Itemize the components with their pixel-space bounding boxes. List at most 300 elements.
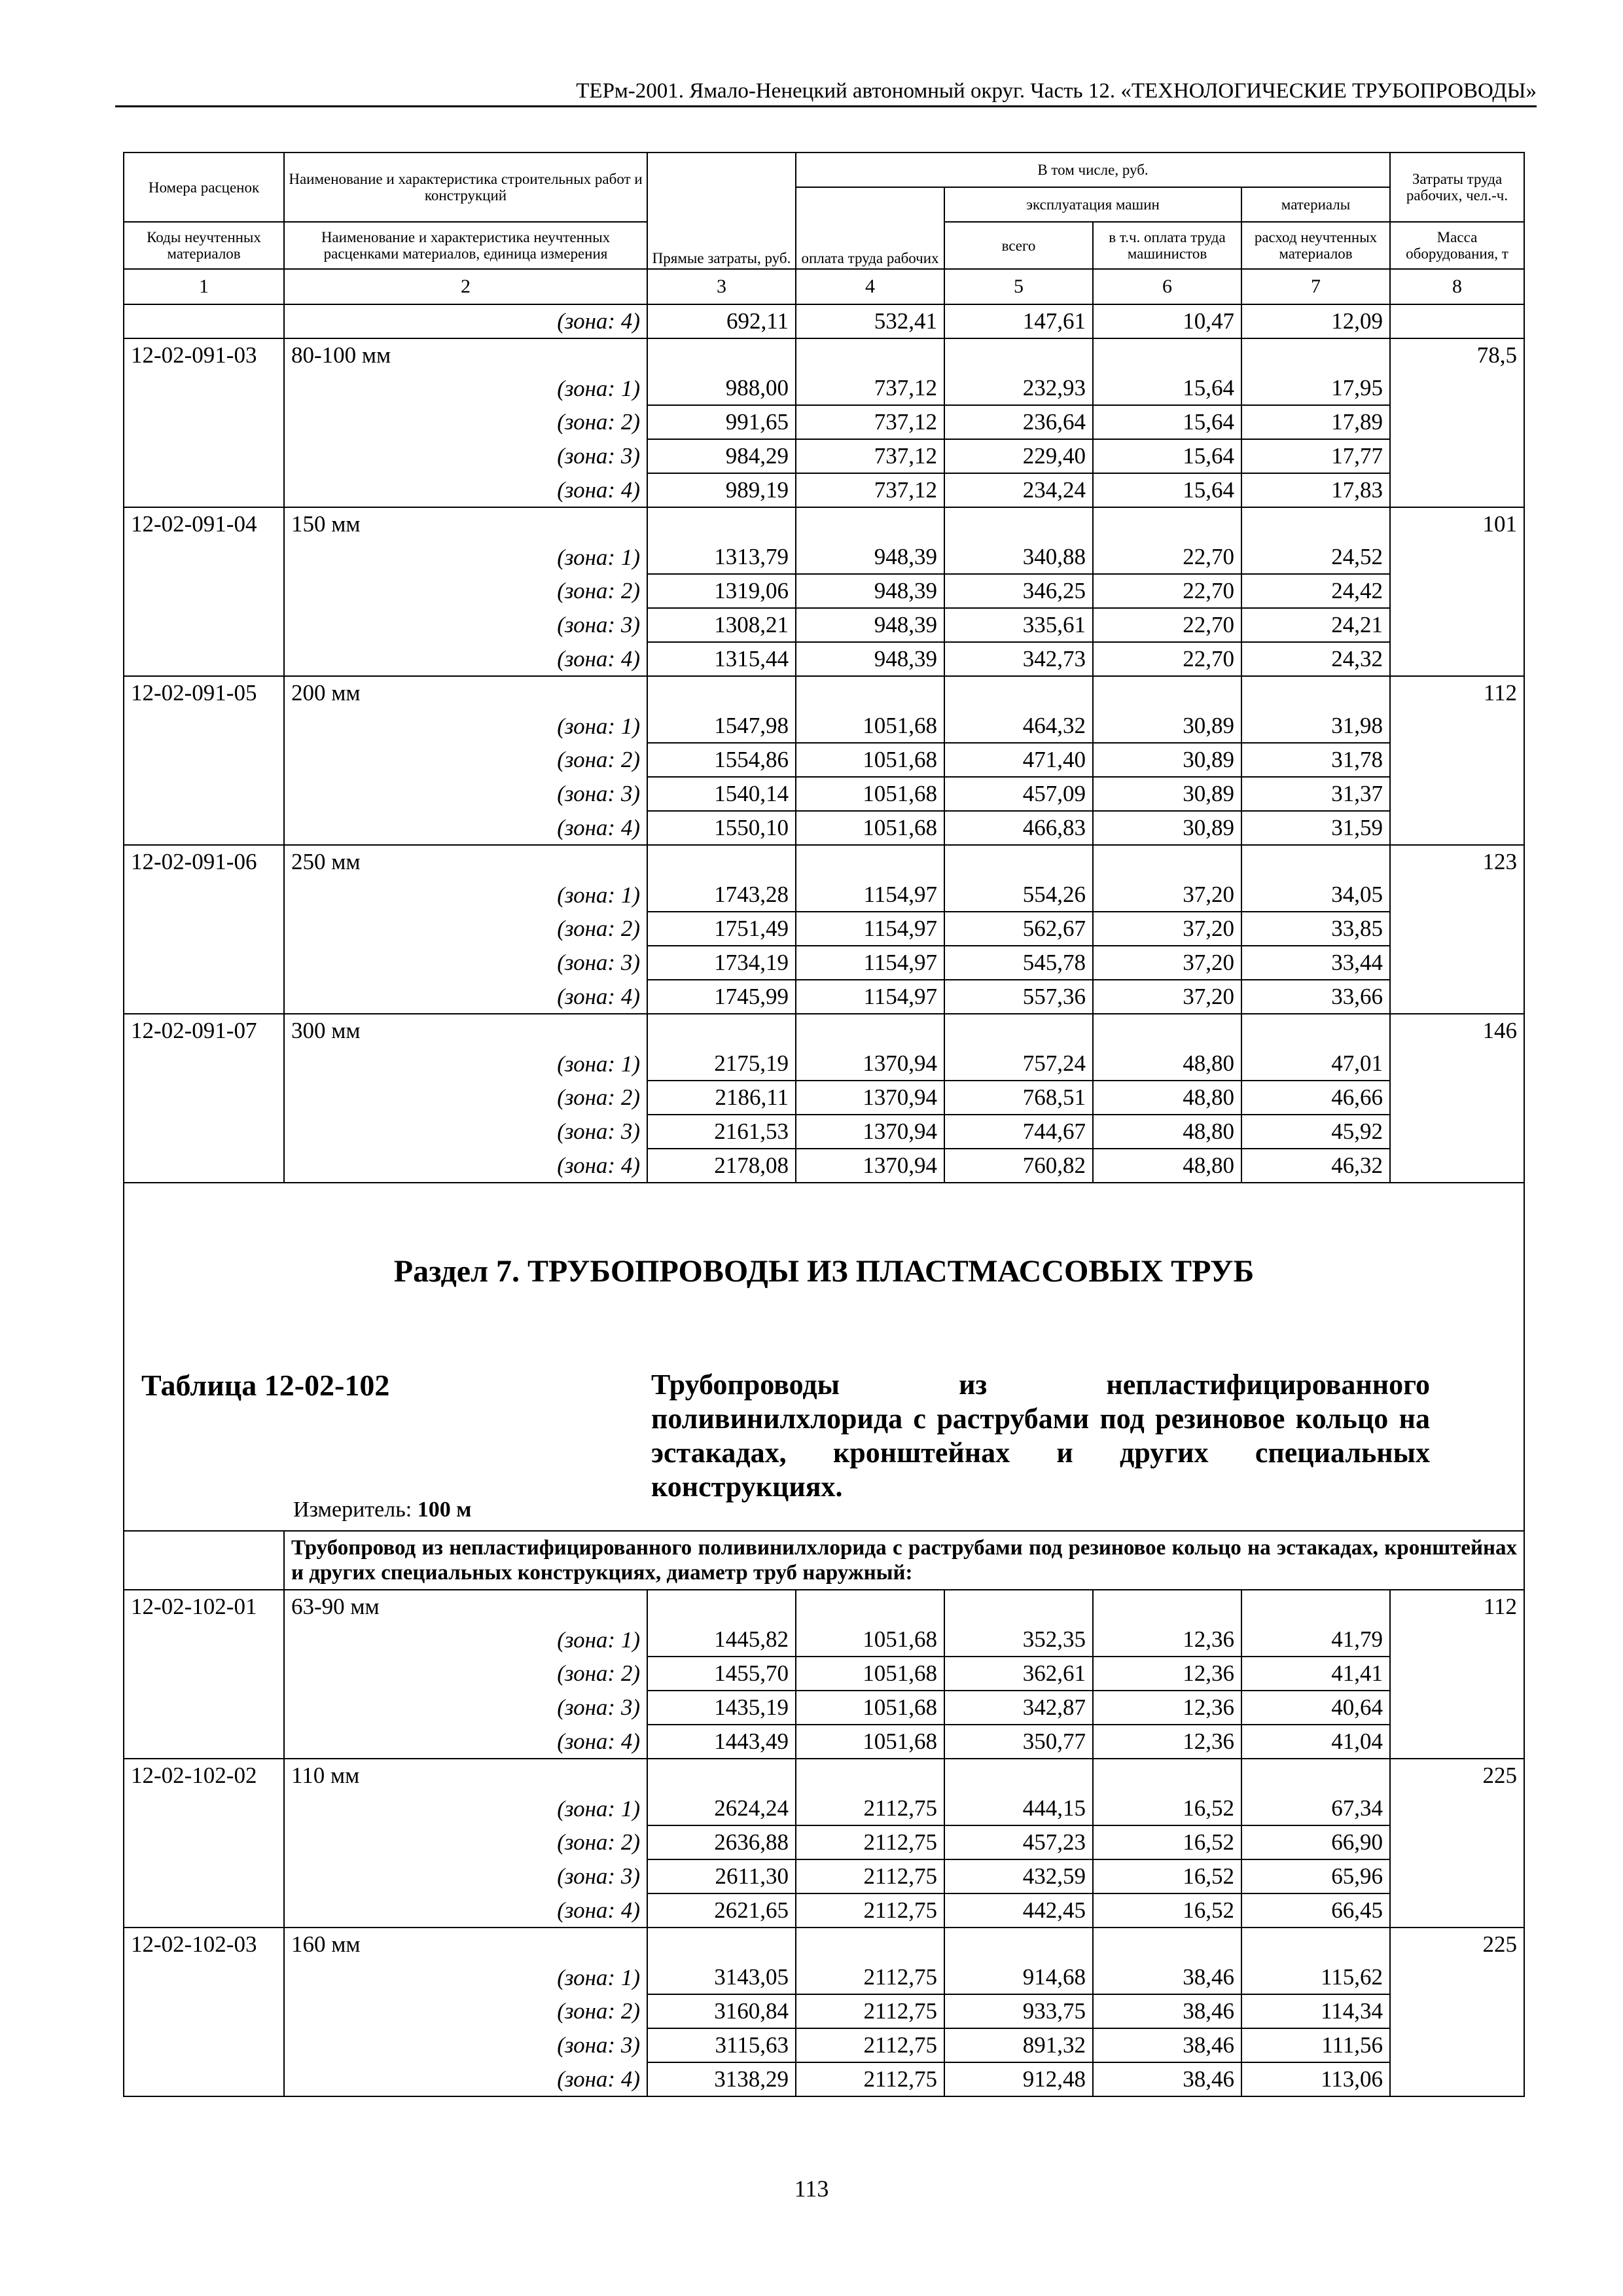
header-machinist-pay: в т.ч. оплата труда машинистов — [1093, 222, 1241, 269]
rate-code: 12-02-102-02 — [124, 1759, 284, 1792]
zone-row — [124, 1115, 1524, 1149]
zone-row — [124, 372, 1524, 405]
machinist-pay-cell: 48,80 — [1093, 1115, 1241, 1149]
direct-costs-cell: 2161,53 — [647, 1115, 796, 1149]
machinist-pay-cell: 48,80 — [1093, 1081, 1241, 1115]
section-heading-block — [124, 1183, 1524, 1590]
rate-code-cell — [124, 709, 284, 743]
direct-costs-cell: 1313,79 — [647, 541, 796, 574]
machines-total-cell: 562,67 — [944, 912, 1093, 946]
labor-cell — [1390, 1825, 1524, 1859]
labor-cell — [1390, 608, 1524, 642]
empty-cell — [1093, 1590, 1241, 1623]
worker-pay-cell: 948,39 — [796, 642, 944, 676]
worker-pay-cell: 2112,75 — [796, 1792, 944, 1825]
labor-cell — [1390, 878, 1524, 912]
machines-total-cell: 757,24 — [944, 1047, 1093, 1081]
column-number: 4 — [796, 269, 944, 304]
machines-total-cell: 457,23 — [944, 1825, 1093, 1859]
empty-cell — [796, 338, 944, 372]
table-title-block — [124, 1360, 1524, 1531]
labor-cell — [1390, 777, 1524, 811]
table-body-section-7 — [124, 1590, 1524, 2096]
rate-name: 300 мм — [284, 1014, 647, 1047]
rate-name: 200 мм — [284, 676, 647, 709]
labor-cell — [1390, 1149, 1524, 1183]
materials-cell: 111,56 — [1241, 2028, 1390, 2062]
direct-costs-cell: 1751,49 — [647, 912, 796, 946]
machinist-pay-cell: 16,52 — [1093, 1825, 1241, 1859]
worker-pay-cell: 2112,75 — [796, 2028, 944, 2062]
rate-code-cell — [124, 743, 284, 777]
group-heading: Трубопровод из непластифицированного поливинилхлорида с раструбами под резиновое кольцо на эстакадах, кронштейнах и других специальных конструкциях, диаметр труб наружный: — [284, 1531, 1524, 1590]
zone-row — [124, 980, 1524, 1014]
direct-costs-cell: 692,11 — [647, 304, 796, 338]
labor-cell — [1390, 1893, 1524, 1928]
direct-costs-cell: 1443,49 — [647, 1725, 796, 1759]
worker-pay-cell: 1051,68 — [796, 743, 944, 777]
machines-total-cell: 342,73 — [944, 642, 1093, 676]
worker-pay-cell: 1051,68 — [796, 709, 944, 743]
table-label: Таблица 12-02-102 — [141, 1369, 390, 1402]
labor-cell — [1390, 2028, 1524, 2062]
direct-costs-cell: 1540,14 — [647, 777, 796, 811]
rate-code-cell — [124, 439, 284, 473]
zone-label: (зона: 3) — [284, 1691, 647, 1725]
materials-cell: 33,85 — [1241, 912, 1390, 946]
machines-total-cell: 234,24 — [944, 473, 1093, 507]
zone-label: (зона: 3) — [284, 1859, 647, 1893]
materials-cell: 31,98 — [1241, 709, 1390, 743]
worker-pay-cell: 1051,68 — [796, 1691, 944, 1725]
machines-total-cell: 933,75 — [944, 1994, 1093, 2028]
machinist-pay-cell: 38,46 — [1093, 2028, 1241, 2062]
rate-code-cell — [124, 811, 284, 845]
zone-label: (зона: 2) — [284, 1994, 647, 2028]
zone-label: (зона: 2) — [284, 405, 647, 439]
zone-row — [124, 1893, 1524, 1928]
labor-costs: 112 — [1390, 676, 1524, 709]
worker-pay-cell: 2112,75 — [796, 1994, 944, 2028]
rate-code-cell — [124, 608, 284, 642]
zone-label: (зона: 1) — [284, 878, 647, 912]
labor-cell — [1390, 1792, 1524, 1825]
machinist-pay-cell: 15,64 — [1093, 372, 1241, 405]
empty-cell — [1093, 676, 1241, 709]
materials-cell: 45,92 — [1241, 1115, 1390, 1149]
worker-pay-cell: 948,39 — [796, 608, 944, 642]
materials-cell: 24,52 — [1241, 541, 1390, 574]
labor-cell — [1390, 1115, 1524, 1149]
materials-cell: 31,78 — [1241, 743, 1390, 777]
direct-costs-cell: 2175,19 — [647, 1047, 796, 1081]
header-direct-costs: Прямые затраты, руб. — [647, 152, 796, 269]
direct-costs-cell: 1550,10 — [647, 811, 796, 845]
machines-total-cell: 232,93 — [944, 372, 1093, 405]
zone-row — [124, 1081, 1524, 1115]
zone-label: (зона: 1) — [284, 1792, 647, 1825]
empty-cell — [1241, 1928, 1390, 1961]
rate-code-cell — [124, 1657, 284, 1691]
empty-cell — [796, 1014, 944, 1047]
worker-pay-cell: 737,12 — [796, 473, 944, 507]
direct-costs-cell: 1435,19 — [647, 1691, 796, 1725]
labor-cell — [1390, 405, 1524, 439]
zone-label: (зона: 3) — [284, 2028, 647, 2062]
rate-code: 12-02-102-03 — [124, 1928, 284, 1961]
machinist-pay-cell: 38,46 — [1093, 1961, 1241, 1994]
header-machines-total: всего — [944, 222, 1093, 269]
worker-pay-cell: 2112,75 — [796, 2062, 944, 2096]
empty-cell — [1241, 1759, 1390, 1792]
zone-label: (зона: 2) — [284, 1657, 647, 1691]
zone-row — [124, 2028, 1524, 2062]
rate-name: 250 мм — [284, 845, 647, 878]
unit-value: 100 м — [417, 1498, 472, 1522]
machines-total-cell: 444,15 — [944, 1792, 1093, 1825]
zone-row — [124, 811, 1524, 845]
labor-cell — [1390, 304, 1524, 338]
direct-costs-cell: 1547,98 — [647, 709, 796, 743]
materials-cell: 41,41 — [1241, 1657, 1390, 1691]
labor-cell — [1390, 439, 1524, 473]
materials-cell: 31,37 — [1241, 777, 1390, 811]
rate-code-cell — [124, 2028, 284, 2062]
machines-total-cell: 229,40 — [944, 439, 1093, 473]
empty-cell — [1093, 845, 1241, 878]
zone-row — [124, 1623, 1524, 1657]
empty-cell — [796, 676, 944, 709]
table-header — [124, 152, 1524, 304]
zone-label: (зона: 3) — [284, 946, 647, 980]
direct-costs-cell: 2186,11 — [647, 1081, 796, 1115]
machines-total-cell: 352,35 — [944, 1623, 1093, 1657]
zone-label: (зона: 2) — [284, 912, 647, 946]
zone-label: (зона: 4) — [284, 2062, 647, 2096]
zone-row — [124, 777, 1524, 811]
rate-row — [124, 1014, 1524, 1047]
rate-code-cell — [124, 1725, 284, 1759]
rate-name: 160 мм — [284, 1928, 647, 1961]
empty-cell — [1241, 676, 1390, 709]
empty-cell — [944, 676, 1093, 709]
worker-pay-cell: 1154,97 — [796, 912, 944, 946]
machines-total-cell: 346,25 — [944, 574, 1093, 608]
direct-costs-cell: 1745,99 — [647, 980, 796, 1014]
labor-cell — [1390, 473, 1524, 507]
header-labor-costs: Затраты труда рабочих, чел.-ч. — [1390, 152, 1524, 222]
worker-pay-cell: 1051,68 — [796, 811, 944, 845]
zone-row — [124, 1657, 1524, 1691]
empty-cell — [944, 338, 1093, 372]
machinist-pay-cell: 30,89 — [1093, 777, 1241, 811]
machines-total-cell: 471,40 — [944, 743, 1093, 777]
worker-pay-cell: 1051,68 — [796, 1623, 944, 1657]
machines-total-cell: 362,61 — [944, 1657, 1093, 1691]
rate-code: 12-02-091-04 — [124, 507, 284, 541]
machinist-pay-cell: 12,36 — [1093, 1657, 1241, 1691]
materials-cell: 17,77 — [1241, 439, 1390, 473]
direct-costs-cell: 1554,86 — [647, 743, 796, 777]
worker-pay-cell: 1154,97 — [796, 946, 944, 980]
direct-costs-cell: 3115,63 — [647, 2028, 796, 2062]
empty-cell — [796, 507, 944, 541]
zone-row — [124, 709, 1524, 743]
worker-pay-cell: 1370,94 — [796, 1115, 944, 1149]
zone-label: (зона: 4) — [284, 811, 647, 845]
zone-label: (зона: 3) — [284, 777, 647, 811]
rate-code-cell — [124, 1961, 284, 1994]
table-body-section-6 — [124, 304, 1524, 1183]
empty-cell — [647, 676, 796, 709]
materials-cell: 41,79 — [1241, 1623, 1390, 1657]
direct-costs-cell: 1319,06 — [647, 574, 796, 608]
column-number: 2 — [284, 269, 647, 304]
labor-cell — [1390, 1047, 1524, 1081]
empty-cell — [647, 1928, 796, 1961]
header-unaccounted-codes: Коды неучтенных материалов — [124, 222, 284, 269]
labor-cell — [1390, 709, 1524, 743]
column-number: 7 — [1241, 269, 1390, 304]
machines-total-cell: 760,82 — [944, 1149, 1093, 1183]
machinist-pay-cell: 37,20 — [1093, 912, 1241, 946]
machines-total-cell: 350,77 — [944, 1725, 1093, 1759]
direct-costs-cell: 1743,28 — [647, 878, 796, 912]
worker-pay-cell: 2112,75 — [796, 1825, 944, 1859]
labor-cell — [1390, 2062, 1524, 2096]
labor-cell — [1390, 372, 1524, 405]
rate-row — [124, 845, 1524, 878]
column-number: 1 — [124, 269, 284, 304]
worker-pay-cell: 1370,94 — [796, 1081, 944, 1115]
materials-cell: 40,64 — [1241, 1691, 1390, 1725]
rate-code-cell — [124, 878, 284, 912]
direct-costs-cell: 3143,05 — [647, 1961, 796, 1994]
materials-cell: 66,90 — [1241, 1825, 1390, 1859]
rate-code-cell — [124, 1047, 284, 1081]
rate-row — [124, 1759, 1524, 1792]
zone-label: (зона: 4) — [284, 1893, 647, 1928]
rate-row — [124, 1590, 1524, 1623]
worker-pay-cell: 737,12 — [796, 439, 944, 473]
empty-cell — [1241, 1590, 1390, 1623]
rate-code: 12-02-091-07 — [124, 1014, 284, 1047]
column-number: 5 — [944, 269, 1093, 304]
zone-label: (зона: 2) — [284, 1081, 647, 1115]
labor-cell — [1390, 980, 1524, 1014]
labor-cell — [1390, 1994, 1524, 2028]
zone-label: (зона: 3) — [284, 608, 647, 642]
rate-code-cell — [124, 1859, 284, 1893]
machines-total-cell: 914,68 — [944, 1961, 1093, 1994]
materials-cell: 31,59 — [1241, 811, 1390, 845]
zone-row — [124, 1691, 1524, 1725]
rate-code: 12-02-091-05 — [124, 676, 284, 709]
empty-cell — [944, 1590, 1093, 1623]
worker-pay-cell: 2112,75 — [796, 1859, 944, 1893]
direct-costs-cell: 1315,44 — [647, 642, 796, 676]
empty-cell — [1093, 1014, 1241, 1047]
direct-costs-cell: 1308,21 — [647, 608, 796, 642]
machinist-pay-cell: 48,80 — [1093, 1047, 1241, 1081]
empty-cell — [944, 507, 1093, 541]
zone-label: (зона: 2) — [284, 743, 647, 777]
rate-code-cell — [124, 405, 284, 439]
machinist-pay-cell: 37,20 — [1093, 946, 1241, 980]
empty-cell — [1093, 1759, 1241, 1792]
machines-total-cell: 457,09 — [944, 777, 1093, 811]
rate-code-cell — [124, 1691, 284, 1725]
machinist-pay-cell: 15,64 — [1093, 405, 1241, 439]
zone-row — [124, 405, 1524, 439]
labor-cell — [1390, 541, 1524, 574]
empty-cell — [796, 845, 944, 878]
worker-pay-cell: 1154,97 — [796, 878, 944, 912]
materials-cell: 17,89 — [1241, 405, 1390, 439]
worker-pay-cell: 737,12 — [796, 405, 944, 439]
rate-name: 110 мм — [284, 1759, 647, 1792]
zone-row — [124, 473, 1524, 507]
labor-cell — [1390, 1623, 1524, 1657]
empty-cell — [647, 1590, 796, 1623]
materials-cell: 24,21 — [1241, 608, 1390, 642]
empty-cell — [944, 1928, 1093, 1961]
machines-total-cell: 342,87 — [944, 1691, 1093, 1725]
rate-code-cell — [124, 946, 284, 980]
machinist-pay-cell: 12,36 — [1093, 1725, 1241, 1759]
page-number: 113 — [794, 2176, 829, 2202]
materials-cell: 46,66 — [1241, 1081, 1390, 1115]
rate-name: 150 мм — [284, 507, 647, 541]
section-title: Раздел 7. ТРУБОПРОВОДЫ ИЗ ПЛАСТМАССОВЫХ ТРУБ — [124, 1183, 1524, 1360]
rate-name: 80-100 мм — [284, 338, 647, 372]
direct-costs-cell: 1734,19 — [647, 946, 796, 980]
zone-label: (зона: 3) — [284, 1115, 647, 1149]
machines-total-cell: 147,61 — [944, 304, 1093, 338]
materials-cell: 17,83 — [1241, 473, 1390, 507]
materials-cell: 115,62 — [1241, 1961, 1390, 1994]
column-numbers-row — [124, 269, 1524, 304]
machinist-pay-cell: 16,52 — [1093, 1859, 1241, 1893]
labor-costs: 146 — [1390, 1014, 1524, 1047]
machines-total-cell: 335,61 — [944, 608, 1093, 642]
labor-cell — [1390, 1691, 1524, 1725]
direct-costs-cell: 2178,08 — [647, 1149, 796, 1183]
rate-code-cell — [124, 574, 284, 608]
labor-costs: 225 — [1390, 1928, 1524, 1961]
rate-code-cell — [124, 1994, 284, 2028]
rate-code-cell — [124, 372, 284, 405]
worker-pay-cell: 737,12 — [796, 372, 944, 405]
materials-cell: 17,95 — [1241, 372, 1390, 405]
header-rule — [115, 105, 1537, 107]
zone-label: (зона: 1) — [284, 1961, 647, 1994]
direct-costs-cell: 2636,88 — [647, 1825, 796, 1859]
empty-cell — [647, 1759, 796, 1792]
header-unaccounted-consumption: расход неучтенных материалов — [1241, 222, 1390, 269]
rate-row — [124, 676, 1524, 709]
empty-cell — [1241, 845, 1390, 878]
rate-code-cell — [124, 1825, 284, 1859]
zone-label: (зона: 2) — [284, 1825, 647, 1859]
rate-code: 12-02-102-01 — [124, 1590, 284, 1623]
worker-pay-cell: 1051,68 — [796, 1657, 944, 1691]
rate-code-cell — [124, 304, 284, 338]
machinist-pay-cell: 22,70 — [1093, 541, 1241, 574]
materials-cell: 24,32 — [1241, 642, 1390, 676]
machines-total-cell: 464,32 — [944, 709, 1093, 743]
rate-code-cell — [124, 541, 284, 574]
machines-total-cell: 545,78 — [944, 946, 1093, 980]
empty-cell — [944, 1014, 1093, 1047]
labor-costs: 123 — [1390, 845, 1524, 878]
empty-cell — [647, 338, 796, 372]
zone-row — [124, 1792, 1524, 1825]
zone-label: (зона: 4) — [284, 1149, 647, 1183]
zone-label: (зона: 4) — [284, 304, 647, 338]
machinist-pay-cell: 30,89 — [1093, 743, 1241, 777]
empty-cell — [1093, 1928, 1241, 1961]
price-table — [123, 152, 1525, 2097]
direct-costs-cell: 988,00 — [647, 372, 796, 405]
rate-code-cell — [124, 1115, 284, 1149]
materials-cell: 67,34 — [1241, 1792, 1390, 1825]
machines-total-cell: 236,64 — [944, 405, 1093, 439]
table-description: Трубопроводы из непластифицированного поливинилхлорида с раструбами под резиновое кольцо на эстакадах, кронштейнах и других специальных конструкциях. — [651, 1369, 1430, 1503]
rate-row — [124, 507, 1524, 541]
labor-cell — [1390, 1081, 1524, 1115]
worker-pay-cell: 948,39 — [796, 541, 944, 574]
labor-cell — [1390, 1859, 1524, 1893]
machinist-pay-cell: 48,80 — [1093, 1149, 1241, 1183]
header-rate-numbers: Номера расценок — [124, 152, 284, 222]
direct-costs-cell: 991,65 — [647, 405, 796, 439]
unit-label: Измеритель: — [293, 1498, 412, 1522]
direct-costs-cell: 2621,65 — [647, 1893, 796, 1928]
machinist-pay-cell: 10,47 — [1093, 304, 1241, 338]
header-machine-operation: эксплуатация машин — [944, 187, 1241, 222]
empty-cell — [1241, 338, 1390, 372]
machinist-pay-cell: 37,20 — [1093, 878, 1241, 912]
machines-total-cell: 432,59 — [944, 1859, 1093, 1893]
rate-name: 63-90 мм — [284, 1590, 647, 1623]
empty-cell — [1093, 507, 1241, 541]
rate-code-cell — [124, 1081, 284, 1115]
carryover-row — [124, 304, 1524, 338]
machinist-pay-cell: 37,20 — [1093, 980, 1241, 1014]
empty-cell — [796, 1759, 944, 1792]
zone-row — [124, 1859, 1524, 1893]
labor-cell — [1390, 1961, 1524, 1994]
zone-label: (зона: 1) — [284, 372, 647, 405]
machinist-pay-cell: 38,46 — [1093, 2062, 1241, 2096]
materials-cell: 113,06 — [1241, 2062, 1390, 2096]
worker-pay-cell: 532,41 — [796, 304, 944, 338]
machines-total-cell: 891,32 — [944, 2028, 1093, 2062]
header-worker-pay: оплата труда рабочих — [796, 187, 944, 269]
machinist-pay-cell: 15,64 — [1093, 439, 1241, 473]
rate-code-cell — [124, 1792, 284, 1825]
materials-cell: 46,32 — [1241, 1149, 1390, 1183]
zone-row — [124, 878, 1524, 912]
materials-cell: 47,01 — [1241, 1047, 1390, 1081]
rate-code-cell — [124, 1893, 284, 1928]
empty-cell — [944, 845, 1093, 878]
materials-cell: 33,44 — [1241, 946, 1390, 980]
machines-total-cell: 466,83 — [944, 811, 1093, 845]
rate-row — [124, 338, 1524, 372]
worker-pay-cell: 2112,75 — [796, 1961, 944, 1994]
